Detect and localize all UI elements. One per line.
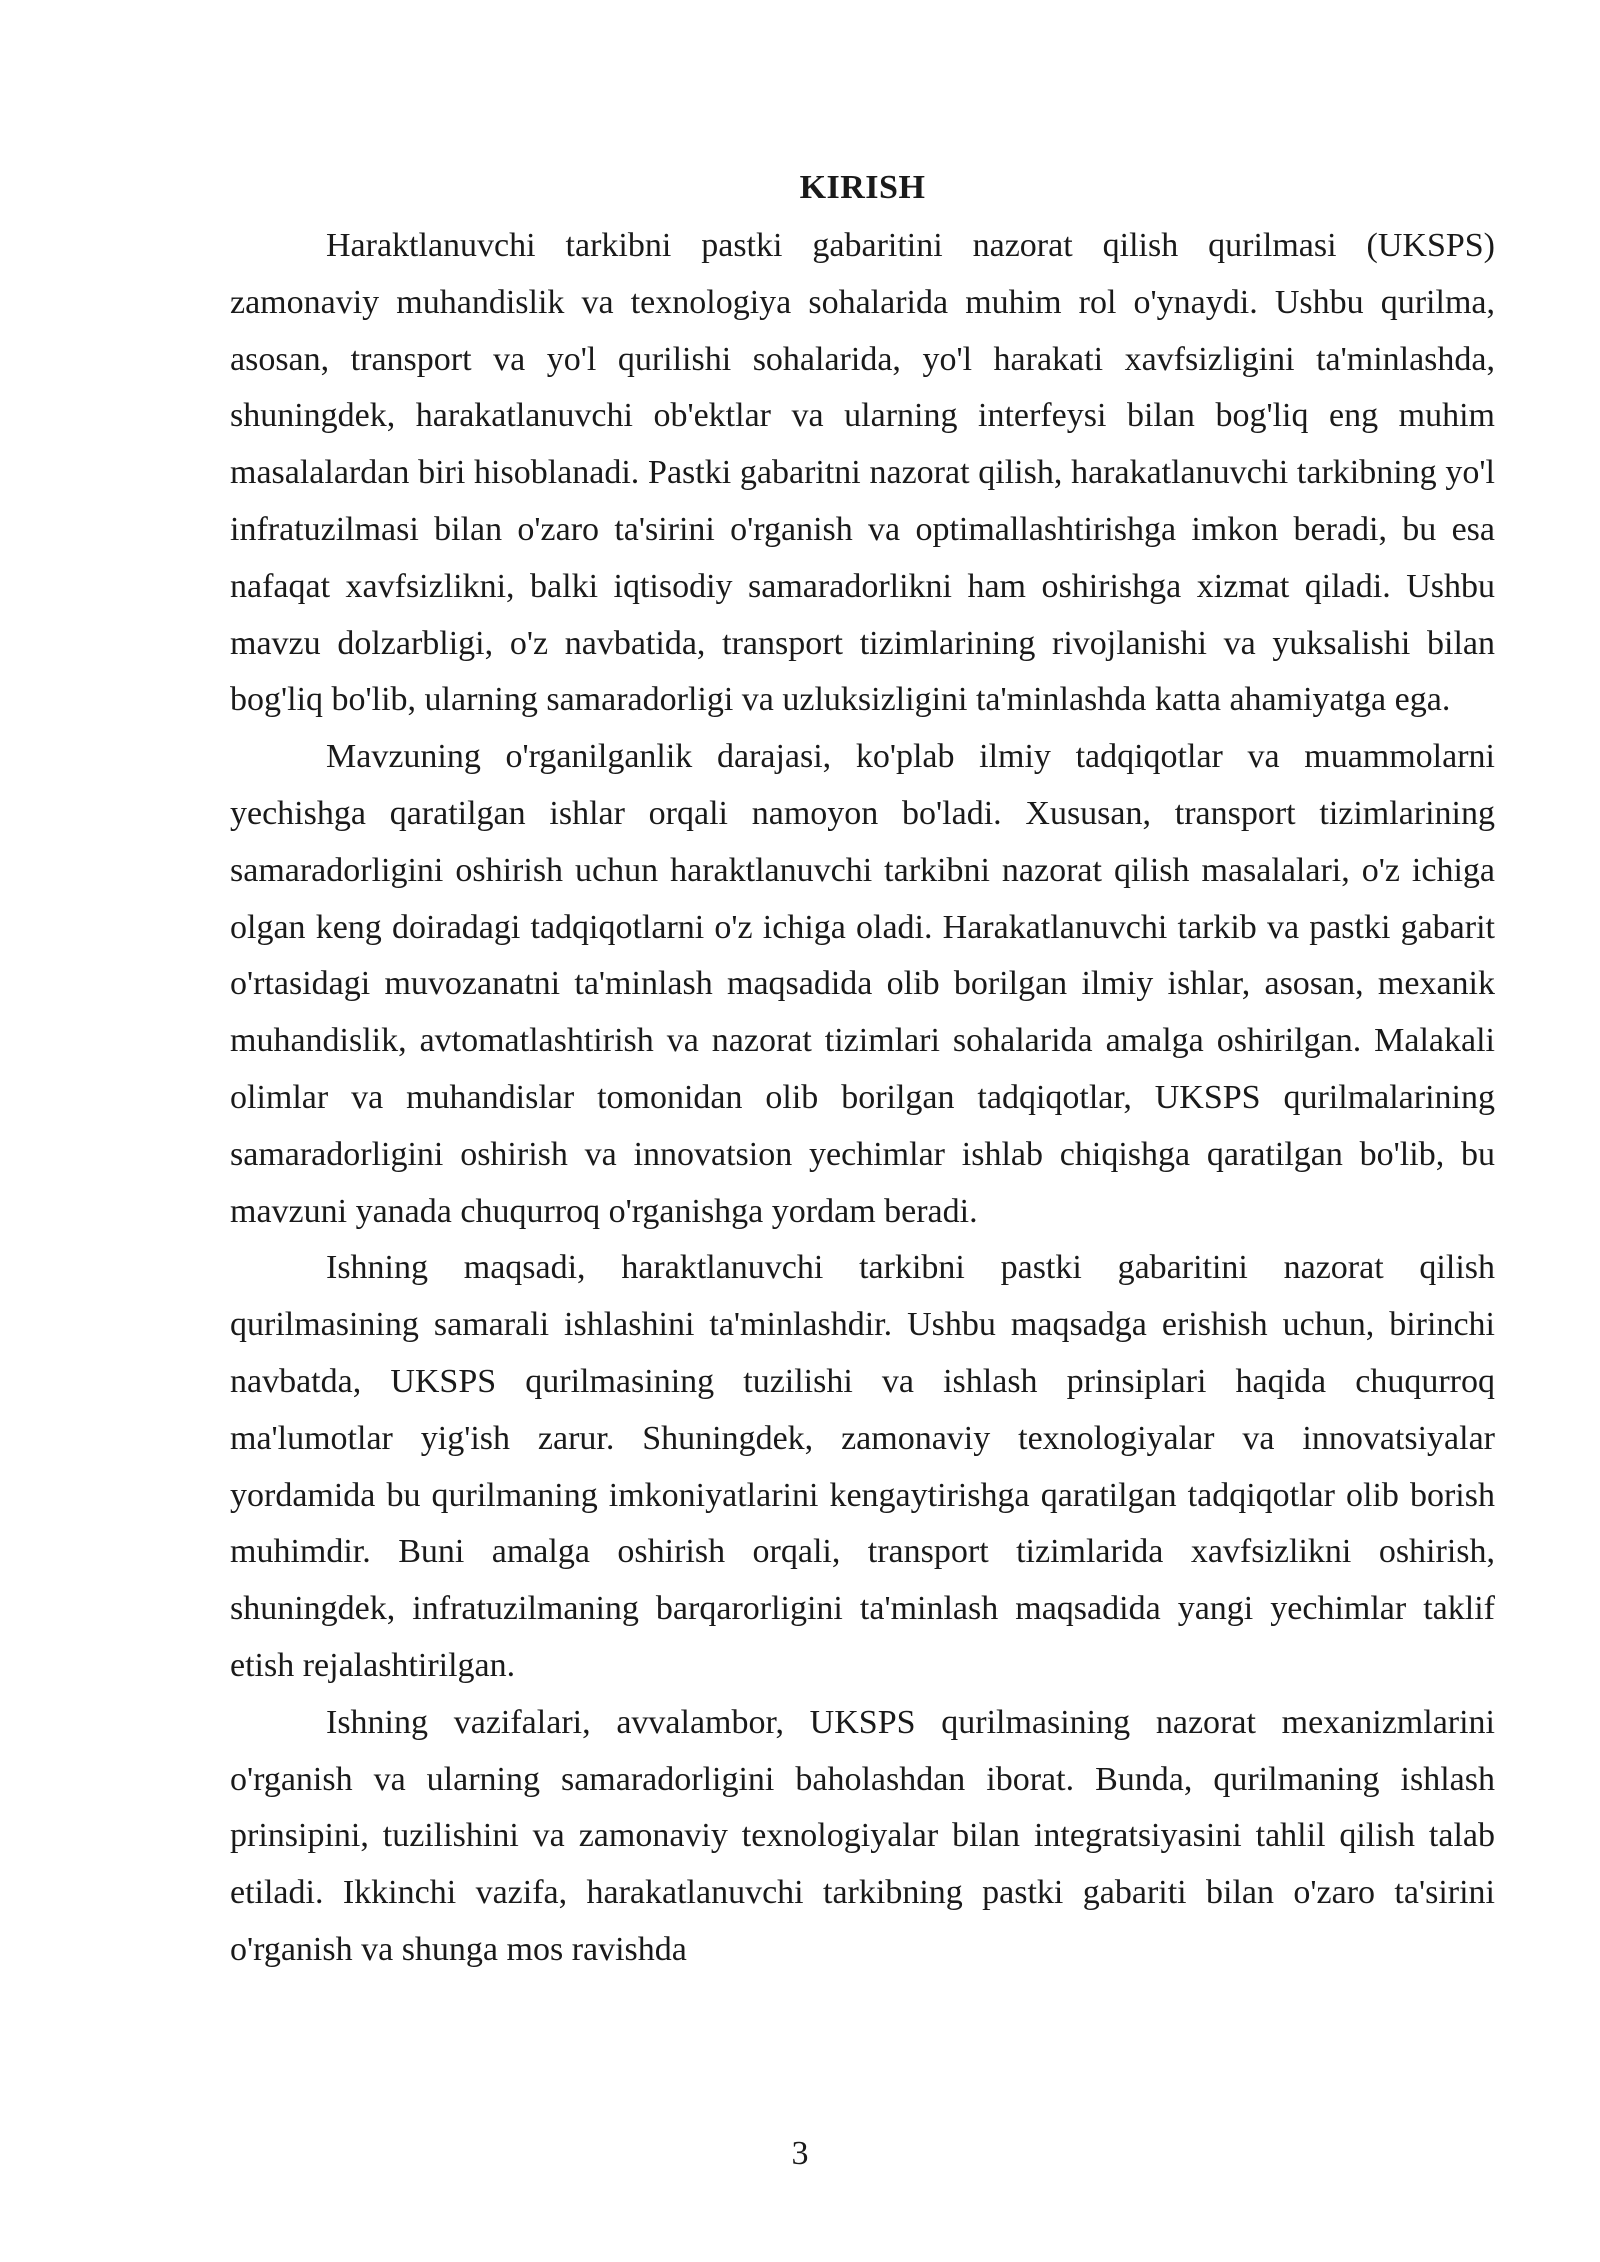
section-title: KIRISH [799,169,926,206]
page-content [230,160,1495,1979]
paragraph-goal: Ishning maqsadi, haraktlanuvchi tarkibni pastki gabaritini nazorat qilish qurilmasining samarali ishlashini ta'minlashdir. Ushbu maqsadga erishish uchun, birinchi navbatda, UKSPS qurilmasining tuzilishi va ishlash prinsiplari haqida chuqurroq ma'lumotlar yig'ish zarur. Shuningdek, zamonaviy texnologiyalar va innovatsiyalar yordamida bu qurilmaning imkoniyatlarini kengaytirishga qaratilgan tadqiqotlar olib borish muhimdir. Buni amalga oshirish orqali, transport tizimlarida xavfsizlikni oshirish, shuningdek, infratuzilmaning barqarorligini ta'minlash maqsadida yangi yechimlar taklif etish rejalashtirilgan. [230,1249,1495,1684]
paragraph-introduction: Haraktlanuvchi tarkibni pastki gabaritini nazorat qilish qurilmasi (UKSPS) zamonaviy muhandislik va texnologiya sohalarida muhim rol o'ynaydi. Ushbu qurilma, asosan, transport va yo'l qurilishi sohalarida, yo'l harakati xavfsizligini ta'minlashda, shuningdek, harakatlanuvchi ob'ektlar va ularning interfeysi bilan bog'liq eng muhim masalalardan biri hisoblanadi. Pastki gabaritni nazorat qilish, harakatlanuvchi tarkibning yo'l infratuzilmasi bilan o'zaro ta'sirini o'rganish va optimallashtirishga imkon beradi, bu esa nafaqat xavfsizlikni, balki iqtisodiy samaradorlikni ham oshirishga xizmat qiladi. Ushbu mavzu dolzarbligi, o'z navbatida, transport tizimlarining rivojlanishi va yuksalishi bilan bog'liq bo'lib, ularning samaradorligi va uzluksizligini ta'minlashda katta ahamiyatga ega. [230,227,1495,719]
paragraph-study-level: Mavzuning o'rganilganlik darajasi, ko'plab ilmiy tadqiqotlar va muammolarni yechishga qaratilgan ishlar orqali namoyon bo'ladi. Xususan, transport tizimlarining samaradorligini oshirish uchun haraktlanuvchi tarkibni nazorat qilish masalalari, o'z ichiga olgan keng doiradagi tadqiqotlarni o'z ichiga oladi. Harakatlanuvchi tarkib va pastki gabarit o'rtasidagi muvozanatni ta'minlash maqsadida olib borilgan ilmiy ishlar, asosan, mexanik muhandislik, avtomatlashtirish va nazorat tizimlari sohalarida amalga oshirilgan. Malakali olimlar va muhandislar tomonidan olib borilgan tadqiqotlar, UKSPS qurilmalarining samaradorligini oshirish va innovatsion yechimlar ishlab chiqishga qaratilgan bo'lib, bu mavzuni yanada chuqurroq o'rganishga yordam beradi. [230,738,1495,1230]
paragraph-tasks: Ishning vazifalari, avvalambor, UKSPS qurilmasining nazorat mexanizmlarini o'rganish va ularning samaradorligini baholashdan iborat. Bunda, qurilmaning ishlash prinsipini, tuzilishini va zamonaviy texnologiyalar bilan integratsiyasini tahlil qilish talab etiladi. Ikkinchi vazifa, harakatlanuvchi tarkibning pastki gabariti bilan o'zaro ta'sirini o'rganish va shunga mos ravishda [230,1703,1495,1968]
page-number: 3 [791,2135,809,2172]
